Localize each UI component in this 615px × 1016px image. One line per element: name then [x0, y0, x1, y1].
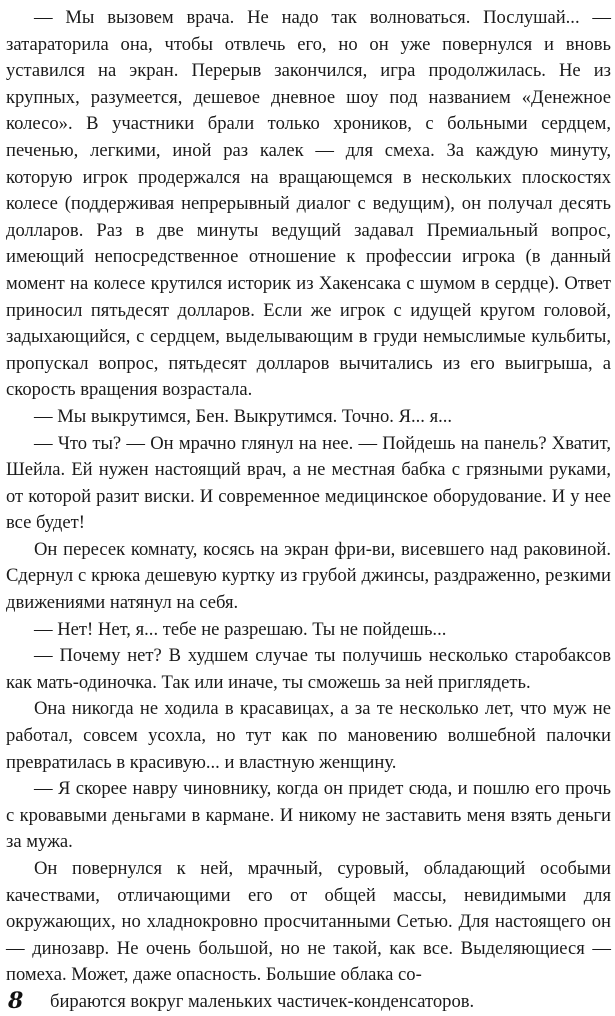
paragraph: — Нет! Нет, я... тебе не разрешаю. Ты не пойдешь... — [34, 618, 447, 640]
last-paragraph-tail: бираются вокруг маленьких частичек-конденсаторов. — [50, 990, 475, 1012]
paragraph: — Мы вызовем врача. Не надо так волноваться. Послушай... — затараторила она, чтобы отвлечь его, но он уже повернулся и вновь уставился на экран. Перерыв закончился, игра продолжилась. Не из крупных, разумеется, дешевое дневное шоу под названием «Денежное колесо». В участники брали только хроников, с больными сердцем, печенью, легкими, иной раз калек — для смеха. За каждую минуту, которую игрок продержался на вращающемся в нескольких плоскостях колесе (поддерживая непрерывный диалог с ведущим), он получал десять долларов. Раз в две минуты ведущий задавал Премиальный вопрос, имеющий непосредственное отношение к профессии игрока (в данный момент на колесе крутился историк из Хакенсака с шумом в сердце). Ответ приносил пятьдесят долларов. Если же игрок с идущей кругом головой, задыхающийся, с сердцем, выделывающим в груди немыслимые кульбиты, пропускал вопрос, пятьдесят долларов вычитались из его выигрыша, а скорость вращения возрастала. — [6, 7, 611, 401]
last-paragraph — [6, 856, 611, 1016]
last-paragraph-text: Он повернулся к ней, мрачный, суровый, обладающий особыми качествами, отличающими его от общей массы, невидимыми для окружающих, но хладнокровно просчитанными Сетью. Для настоящего он — динозавр. Не очень большой, но не такой, как все. Выделяющиеся — помеха. Может, даже опасность. Большие облака со- — [6, 858, 611, 986]
paragraph: — Я скорее навру чиновнику, когда он придет сюда, и пошлю его прочь с кровавыми деньгами в кармане. И никому не заставить меня взять деньги за мужа. — [6, 778, 611, 853]
paragraph: Она никогда не ходила в красавицах, а за те несколько лет, что муж не работал, совсем усохла, но тут как по мановению волшебной палочки превратилась в красивую... и властную женщину. — [6, 698, 611, 773]
paragraph: Он пересек комнату, косясь на экран фри-ви, висевшего над раковиной. Сдернул с крюка дешевую куртку из грубой джинсы, раздраженно, резкими движениями натянул на себя. — [6, 538, 611, 614]
paragraph: — Почему нет? В худшем случае ты получишь несколько старобаксов как мать-одиночка. Так или иначе, ты сможешь за ней приглядеть. — [6, 645, 611, 693]
page-number: 8 — [8, 988, 24, 1014]
paragraph: — Мы выкрутимся, Бен. Выкрутимся. Точно. Я... я... — [34, 405, 453, 427]
paragraph: — Что ты? — Он мрачно глянул на нее. — Пойдешь на панель? Хватит, Шейла. Ей нужен настоящий врач, а не местная бабка с грязными руками, от которой разит виски. И современное медицинское оборудование. И у нее все будет! — [6, 432, 611, 534]
